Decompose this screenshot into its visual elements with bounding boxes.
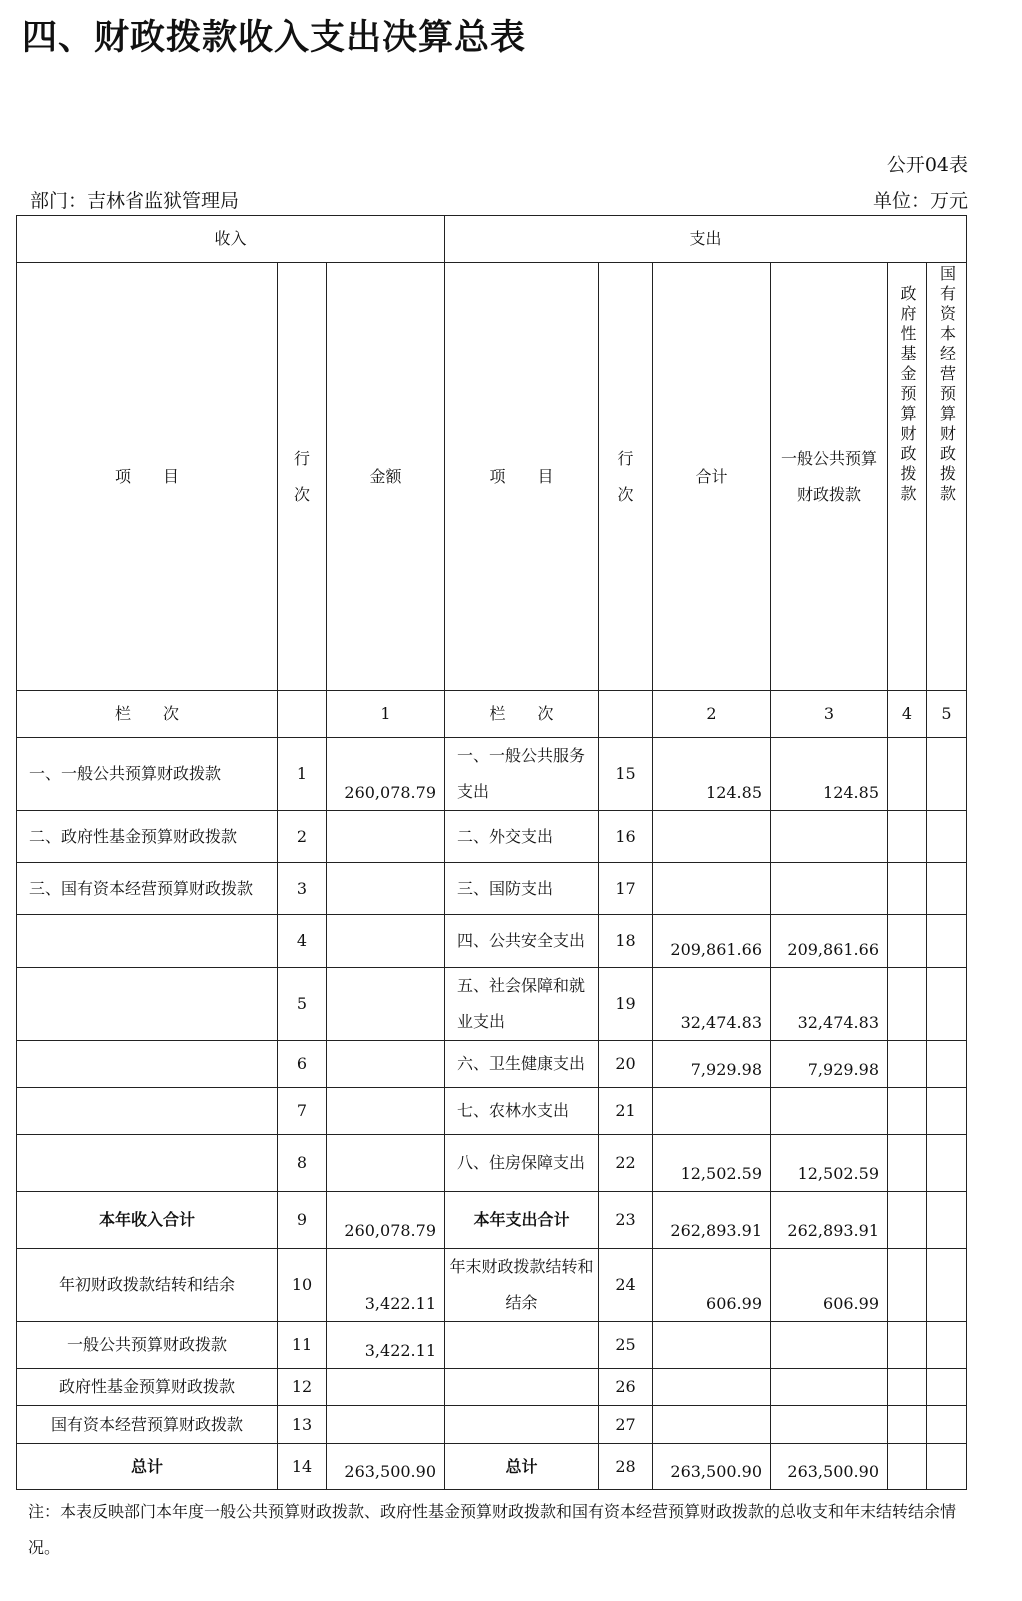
expense-gov-fund-cell	[888, 1249, 927, 1322]
income-line-cell: 12	[278, 1369, 327, 1406]
income-amount-cell: 260,078.79	[327, 1192, 445, 1249]
expense-total-cell: 124.85	[653, 738, 771, 811]
expense-item-cell: 一、一般公共服务支出	[445, 738, 599, 811]
expense-state-capital-cell	[927, 738, 967, 811]
table-row	[17, 1369, 967, 1406]
income-item-cell: 一般公共预算财政拨款	[17, 1322, 278, 1369]
table-row	[17, 811, 967, 863]
expense-state-capital-cell	[927, 1088, 967, 1135]
expense-total-cell: 7,929.98	[653, 1041, 771, 1088]
income-item-cell: 二、政府性基金预算财政拨款	[17, 811, 278, 863]
expense-general-cell: 32,474.83	[771, 968, 888, 1041]
expense-gov-fund-cell	[888, 1135, 927, 1192]
expense-item-header: 项 目	[445, 263, 599, 691]
table-row	[17, 1192, 967, 1249]
expense-gov-fund-cell	[888, 811, 927, 863]
page-title: 四、财政拨款收入支出决算总表	[22, 18, 527, 58]
footnote: 注：本表反映部门本年度一般公共预算财政拨款、政府性基金预算财政拨款和国有资本经营预算财政拨款的总收支和年末结转结余情况。	[28, 1502, 957, 1557]
expense-state-capital-cell	[927, 1192, 967, 1249]
expense-state-capital-cell	[927, 1041, 967, 1088]
expense-gov-fund-cell	[888, 1192, 927, 1249]
expense-gov-fund-cell	[888, 915, 927, 968]
income-item-cell	[17, 1135, 278, 1192]
income-item-cell: 年初财政拨款结转和结余	[17, 1249, 278, 1322]
expense-line-cell: 27	[599, 1406, 653, 1444]
expense-gov-fund-cell	[888, 863, 927, 915]
expense-item-cell: 本年支出合计	[445, 1192, 599, 1249]
expense-general-cell	[771, 1369, 888, 1406]
expense-item-cell: 三、国防支出	[445, 863, 599, 915]
col-index-5: 5	[927, 691, 967, 738]
income-line-cell: 9	[278, 1192, 327, 1249]
income-line-cell: 1	[278, 738, 327, 811]
income-item-header: 项 目	[17, 263, 278, 691]
expense-line-cell: 22	[599, 1135, 653, 1192]
expense-item-cell: 七、农林水支出	[445, 1088, 599, 1135]
income-header: 收入	[17, 216, 445, 263]
column-index-row	[17, 691, 967, 738]
expense-header: 支出	[445, 216, 967, 263]
expense-total-cell	[653, 1322, 771, 1369]
expense-general-cell: 263,500.90	[771, 1444, 888, 1490]
expense-item-cell: 六、卫生健康支出	[445, 1041, 599, 1088]
income-line-cell: 6	[278, 1041, 327, 1088]
table-row	[17, 1249, 967, 1322]
income-item-cell	[17, 915, 278, 968]
expense-line-cell: 21	[599, 1088, 653, 1135]
table-row	[17, 968, 967, 1041]
income-item-cell: 国有资本经营预算财政拨款	[17, 1406, 278, 1444]
expense-line-cell: 20	[599, 1041, 653, 1088]
income-amount-cell: 3,422.11	[327, 1249, 445, 1322]
table-row	[17, 1088, 967, 1135]
expense-gov-fund-cell	[888, 1088, 927, 1135]
empty-cell	[278, 691, 327, 738]
income-amount-cell: 3,422.11	[327, 1322, 445, 1369]
unit-label: 单位：万元	[872, 190, 968, 212]
expense-gov-fund-header: 政府性基金预算财政拨款	[888, 263, 927, 691]
expense-general-cell	[771, 863, 888, 915]
expense-line-cell: 25	[599, 1322, 653, 1369]
department-label: 部门：吉林省监狱管理局	[30, 190, 240, 212]
income-item-cell: 总计	[17, 1444, 278, 1490]
expense-general-cell: 7,929.98	[771, 1041, 888, 1088]
income-item-cell	[17, 1041, 278, 1088]
table-row	[17, 1135, 967, 1192]
expense-state-capital-cell	[927, 968, 967, 1041]
income-item-cell	[17, 968, 278, 1041]
expense-item-cell	[445, 1406, 599, 1444]
expense-col-label: 栏 次	[445, 691, 599, 738]
income-line-cell: 14	[278, 1444, 327, 1490]
income-amount-cell	[327, 968, 445, 1041]
expense-general-cell: 606.99	[771, 1249, 888, 1322]
income-line-cell: 4	[278, 915, 327, 968]
expense-general-budget-header: 一般公共预算财政拨款	[771, 263, 888, 691]
expense-item-cell	[445, 1322, 599, 1369]
col-index-1: 1	[327, 691, 445, 738]
expense-total-cell: 12,502.59	[653, 1135, 771, 1192]
income-amount-cell	[327, 811, 445, 863]
income-col-label: 栏 次	[17, 691, 278, 738]
empty-cell	[599, 691, 653, 738]
expense-line-cell: 28	[599, 1444, 653, 1490]
income-amount-cell	[327, 1041, 445, 1088]
expense-line-cell: 15	[599, 738, 653, 811]
expense-general-cell	[771, 1088, 888, 1135]
expense-item-cell: 五、社会保障和就业支出	[445, 968, 599, 1041]
expense-gov-fund-cell	[888, 1444, 927, 1490]
expense-total-cell: 32,474.83	[653, 968, 771, 1041]
expense-total-cell: 209,861.66	[653, 915, 771, 968]
income-line-header: 行次	[278, 263, 327, 691]
expense-item-cell: 四、公共安全支出	[445, 915, 599, 968]
expense-state-capital-cell	[927, 1369, 967, 1406]
expense-line-cell: 18	[599, 915, 653, 968]
table-row	[17, 1322, 967, 1369]
expense-gov-fund-cell	[888, 1369, 927, 1406]
expense-item-cell	[445, 1369, 599, 1406]
col-index-2: 2	[653, 691, 771, 738]
expense-line-cell: 23	[599, 1192, 653, 1249]
expense-general-cell: 12,502.59	[771, 1135, 888, 1192]
expense-item-cell: 二、外交支出	[445, 811, 599, 863]
expense-general-cell	[771, 1406, 888, 1444]
expense-line-cell: 16	[599, 811, 653, 863]
expense-general-cell: 209,861.66	[771, 915, 888, 968]
expense-gov-fund-cell	[888, 738, 927, 811]
expense-state-capital-cell	[927, 1406, 967, 1444]
col-index-4: 4	[888, 691, 927, 738]
expense-item-cell: 八、住房保障支出	[445, 1135, 599, 1192]
expense-state-capital-cell	[927, 863, 967, 915]
income-amount-cell	[327, 1369, 445, 1406]
income-amount-cell: 263,500.90	[327, 1444, 445, 1490]
income-amount-cell: 260,078.79	[327, 738, 445, 811]
expense-state-capital-cell	[927, 811, 967, 863]
table-row	[17, 1444, 967, 1490]
income-amount-header: 金额	[327, 263, 445, 691]
expense-state-capital-cell	[927, 915, 967, 968]
income-line-cell: 8	[278, 1135, 327, 1192]
expense-item-cell: 总计	[445, 1444, 599, 1490]
expense-total-cell	[653, 1088, 771, 1135]
table-row	[17, 863, 967, 915]
expense-total-cell	[653, 811, 771, 863]
expense-line-cell: 24	[599, 1249, 653, 1322]
table-row	[17, 915, 967, 968]
expense-line-header: 行次	[599, 263, 653, 691]
income-amount-cell	[327, 863, 445, 915]
expense-state-capital-cell	[927, 1444, 967, 1490]
income-line-cell: 5	[278, 968, 327, 1041]
budget-summary-table	[16, 215, 967, 1490]
income-item-cell: 政府性基金预算财政拨款	[17, 1369, 278, 1406]
income-item-cell: 一、一般公共预算财政拨款	[17, 738, 278, 811]
expense-general-cell: 124.85	[771, 738, 888, 811]
table-row	[17, 738, 967, 811]
expense-total-header: 合计	[653, 263, 771, 691]
income-item-cell	[17, 1088, 278, 1135]
income-line-cell: 13	[278, 1406, 327, 1444]
expense-item-cell: 年末财政拨款结转和结余	[445, 1249, 599, 1322]
expense-general-cell	[771, 811, 888, 863]
expense-total-cell: 262,893.91	[653, 1192, 771, 1249]
table-row	[17, 1406, 967, 1444]
expense-gov-fund-cell	[888, 968, 927, 1041]
expense-line-cell: 17	[599, 863, 653, 915]
income-line-cell: 10	[278, 1249, 327, 1322]
income-line-cell: 3	[278, 863, 327, 915]
expense-state-capital-cell	[927, 1322, 967, 1369]
table-row	[17, 1041, 967, 1088]
expense-state-capital-cell	[927, 1135, 967, 1192]
expense-gov-fund-cell	[888, 1406, 927, 1444]
expense-gov-fund-cell	[888, 1322, 927, 1369]
expense-gov-fund-cell	[888, 1041, 927, 1088]
expense-general-cell	[771, 1322, 888, 1369]
income-line-cell: 11	[278, 1322, 327, 1369]
income-amount-cell	[327, 1135, 445, 1192]
expense-total-cell	[653, 863, 771, 915]
expense-total-cell: 263,500.90	[653, 1444, 771, 1490]
income-item-cell: 三、国有资本经营预算财政拨款	[17, 863, 278, 915]
col-index-3: 3	[771, 691, 888, 738]
income-amount-cell	[327, 1406, 445, 1444]
expense-line-cell: 19	[599, 968, 653, 1041]
form-number: 公开04表	[886, 154, 968, 176]
income-amount-cell	[327, 915, 445, 968]
expense-total-cell	[653, 1406, 771, 1444]
income-line-cell: 7	[278, 1088, 327, 1135]
expense-total-cell	[653, 1369, 771, 1406]
expense-line-cell: 26	[599, 1369, 653, 1406]
income-item-cell: 本年收入合计	[17, 1192, 278, 1249]
income-amount-cell	[327, 1088, 445, 1135]
income-line-cell: 2	[278, 811, 327, 863]
expense-state-capital-cell	[927, 1249, 967, 1322]
expense-total-cell: 606.99	[653, 1249, 771, 1322]
expense-state-capital-header: 国有资本经营预算财政拨款	[927, 263, 967, 691]
expense-general-cell: 262,893.91	[771, 1192, 888, 1249]
